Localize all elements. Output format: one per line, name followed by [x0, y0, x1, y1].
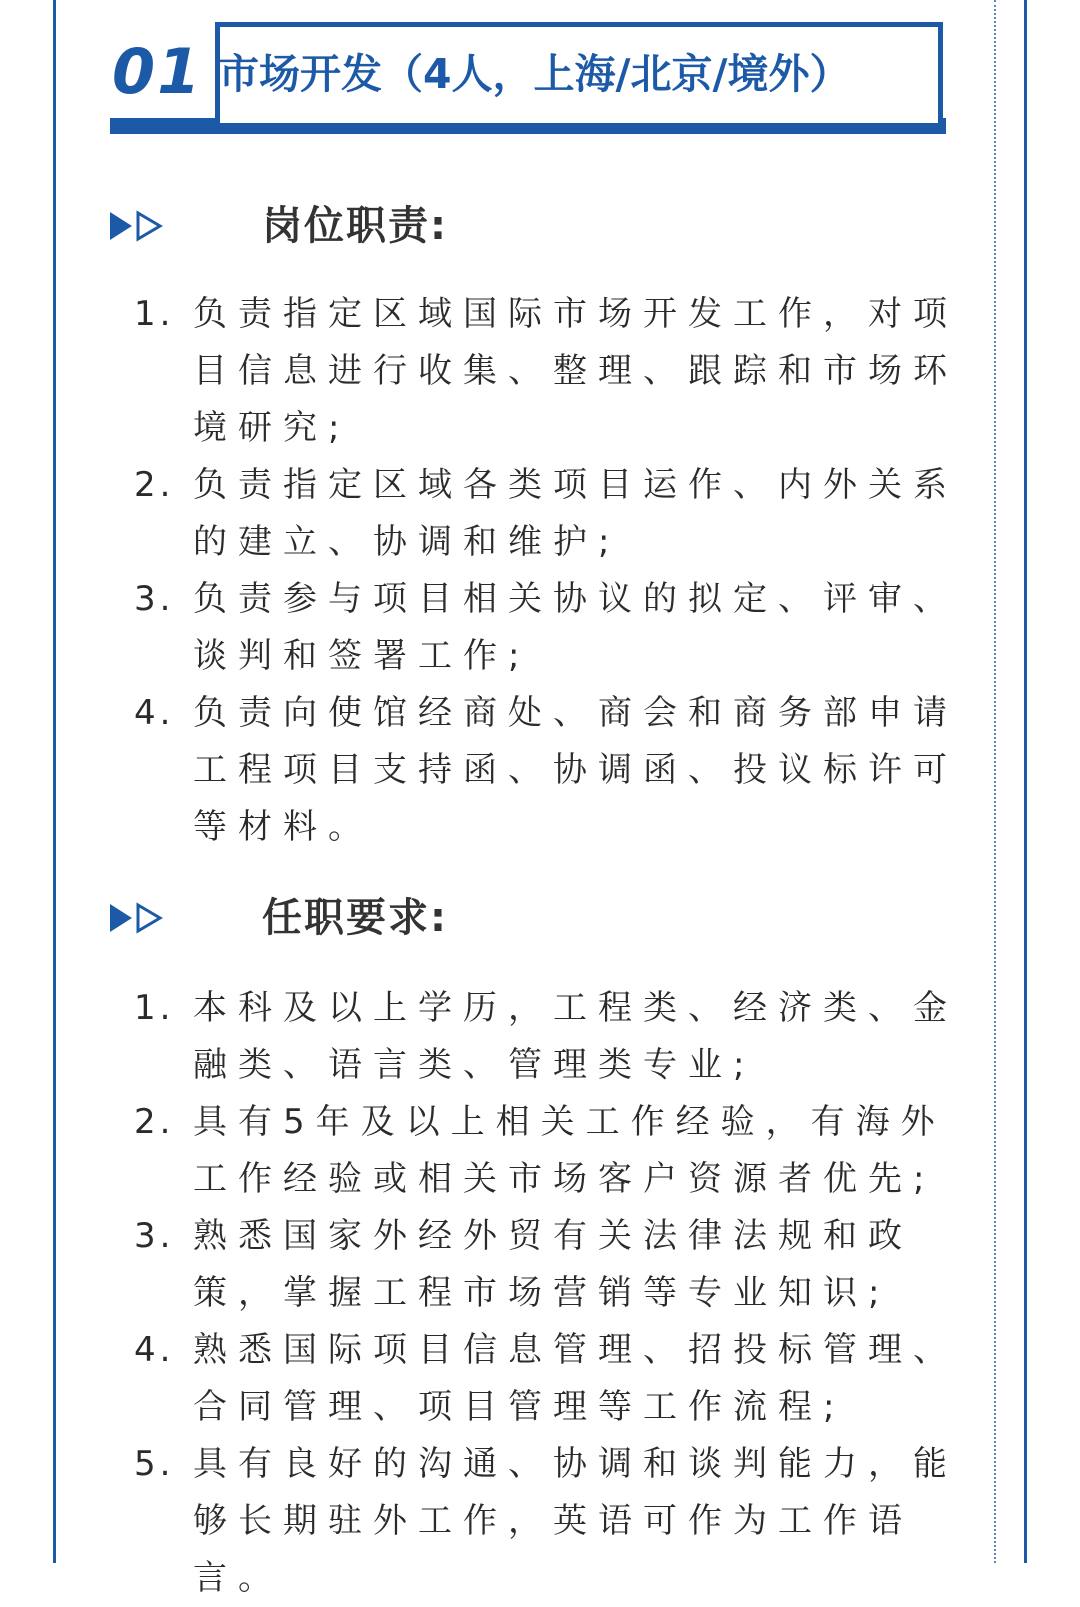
item-number: 5.: [134, 1444, 175, 1484]
item-text: 负责指定区域各类项目运作、内外关系的建立、协调和维护;: [193, 465, 958, 562]
item-number: 1.: [134, 988, 175, 1028]
section-title: 岗位职责:: [262, 203, 448, 249]
page-title: 市场开发（4人，上海/北京/境外）: [218, 50, 851, 98]
item-number: 1.: [134, 294, 175, 334]
double-play-arrow-icon: [108, 902, 168, 934]
item-text: 负责参与项目相关协议的拟定、评审、谈判和签署工作;: [193, 579, 958, 676]
frame-dotted-line: [994, 0, 996, 1563]
item-number: 3.: [134, 1216, 175, 1256]
item-text: 熟悉国际项目信息管理、招投标管理、合同管理、项目管理等工作流程;: [193, 1330, 958, 1427]
double-play-arrow-icon: [108, 210, 168, 242]
item-number: 4.: [134, 693, 175, 733]
section-title: 任职要求:: [262, 895, 448, 941]
item-text: 具有良好的沟通、协调和谈判能力，能够长期驻外工作，英语可作为工作语言。: [193, 1444, 958, 1598]
item-text: 负责指定区域国际市场开发工作，对项目信息进行收集、整理、跟踪和市场环境研究;: [193, 294, 958, 448]
item-number: 4.: [134, 1330, 175, 1370]
item-text: 具有5年及以上相关工作经验，有海外工作经验或相关市场客户资源者优先;: [193, 1102, 946, 1199]
frame-left-border: [53, 0, 56, 1563]
item-text: 负责向使馆经商处、商会和商务部申请工程项目支持函、协调函、投议标许可等材料。: [193, 693, 958, 847]
frame-right-border: [1024, 0, 1027, 1563]
section-number: 01: [112, 35, 203, 108]
item-number: 2.: [134, 1102, 175, 1142]
item-number: 2.: [134, 465, 175, 505]
item-text: 本科及以上学历，工程类、经济类、金融类、语言类、管理类专业;: [193, 988, 958, 1085]
item-number: 3.: [134, 579, 175, 619]
item-text: 熟悉国家外经外贸有关法律法规和政策，掌握工程市场营销等专业知识;: [193, 1216, 913, 1313]
